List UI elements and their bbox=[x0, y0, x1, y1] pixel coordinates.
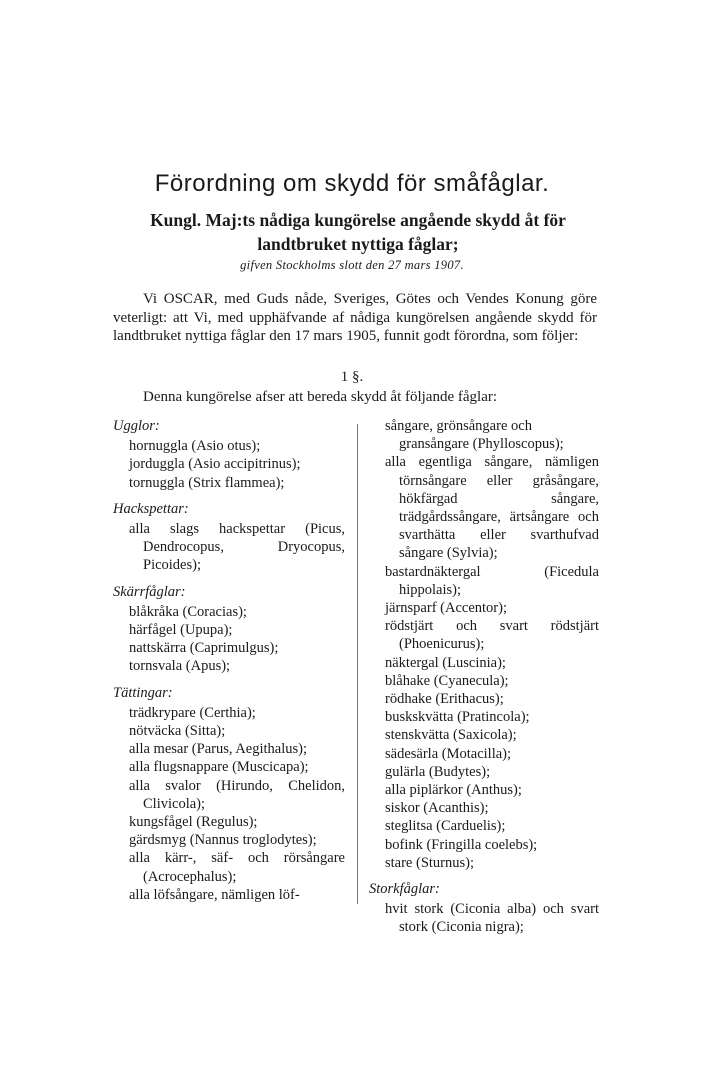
list-item: jorduggla (Asio accipitrinus); bbox=[129, 456, 301, 473]
column-divider bbox=[357, 424, 358, 904]
list-item: alla kärr-, säf- och rörsångare (Acrocephalus); bbox=[129, 850, 345, 885]
section-number: 1 §. bbox=[340, 369, 364, 385]
list-item: stenskvätta (Saxicola); bbox=[385, 727, 517, 744]
group-heading: Skärrfåglar: bbox=[113, 583, 186, 600]
group-heading: Hackspettar: bbox=[113, 500, 189, 517]
list-item: nattskärra (Caprimulgus); bbox=[129, 640, 279, 657]
group-heading: Storkfåglar: bbox=[369, 881, 440, 898]
list-item-continuation: sångare, grönsångare och gransångare (Phylloscopus); bbox=[385, 418, 564, 453]
list-item: nötväcka (Sitta); bbox=[129, 723, 226, 740]
list-item: alla egentliga sångare, nämligen törnsångare eller gråsångare, hökfärgad sångare, trädgårdssångare, ärtsångare och svarthätta eller svarthufvad sångare (Sylvia); bbox=[385, 454, 599, 562]
list-item: hvit stork (Ciconia alba) och svart stork (Ciconia nigra); bbox=[385, 901, 599, 936]
list-item: gulärla (Budytes); bbox=[385, 763, 491, 780]
page-title: Förordning om skydd för småfåglar. bbox=[154, 170, 550, 197]
list-item: rödstjärt och svart rödstjärt (Phoenicurus); bbox=[385, 618, 599, 653]
list-item: bofink (Fringilla coelebs); bbox=[385, 836, 538, 853]
list-item: buskskvätta (Pratincola); bbox=[385, 709, 530, 726]
group-heading: Tättingar: bbox=[113, 684, 173, 701]
list-item: stare (Sturnus); bbox=[385, 854, 474, 871]
right-column bbox=[369, 417, 599, 937]
list-item: tornsvala (Apus); bbox=[129, 658, 231, 675]
list-item: siskor (Acanthis); bbox=[385, 800, 489, 817]
list-item: alla löfsångare, nämligen löf- bbox=[129, 886, 300, 903]
list-item: härfågel (Upupa); bbox=[129, 622, 233, 639]
list-item: blåkråka (Coracias); bbox=[129, 603, 247, 620]
intro-text: Vi OSCAR, med Guds nåde, Sveriges, Götes och Vendes Konung göre veterligt: att Vi, med upphäfvande af nådiga kungörelsen angående skydd för landtbruket nyttiga fåglar den 17 mars 1905, funnit godt förordna, som följer: bbox=[113, 291, 597, 344]
list-item: alla piplärkor (Anthus); bbox=[385, 782, 522, 799]
list-item: alla slags hackspettar (Picus, Dendrocopus, Dryocopus, Picoides); bbox=[129, 521, 345, 574]
list-item: alla svalor (Hirundo, Chelidon, Clivicola); bbox=[129, 777, 345, 812]
group-heading: Ugglor: bbox=[113, 418, 160, 434]
list-item: blåhake (Cyanecula); bbox=[385, 672, 509, 689]
issued-line: gifven Stockholms slott den 27 mars 1907. bbox=[240, 258, 464, 272]
list-item: steglitsa (Carduelis); bbox=[385, 818, 506, 835]
list-item: bastardnäktergal (Ficedula hippolais); bbox=[385, 563, 599, 598]
list-item: tornuggla (Strix flammea); bbox=[129, 474, 285, 491]
left-column bbox=[113, 417, 345, 904]
list-item: rödhake (Erithacus); bbox=[385, 691, 504, 708]
list-item: gärdsmyg (Nannus troglodytes); bbox=[129, 832, 317, 849]
list-item: sädesärla (Motacilla); bbox=[385, 745, 512, 762]
list-item: hornuggla (Asio otus); bbox=[129, 438, 261, 455]
section-text: Denna kungörelse afser att bereda skydd åt följande fåglar: bbox=[143, 389, 498, 405]
intro-paragraph bbox=[113, 290, 597, 346]
subtitle: Kungl. Maj:ts nådiga kungörelse angående skydd åt för landtbruket nyttiga fåglar; bbox=[150, 210, 566, 254]
list-item: näktergal (Luscinia); bbox=[385, 654, 506, 671]
list-item: alla flugsnappare (Muscicapa); bbox=[129, 759, 309, 776]
list-item: kungsfågel (Regulus); bbox=[129, 814, 258, 831]
list-item: trädkrypare (Certhia); bbox=[129, 704, 256, 721]
list-item: järnsparf (Accentor); bbox=[385, 600, 507, 617]
list-item: alla mesar (Parus, Aegithalus); bbox=[129, 741, 307, 758]
